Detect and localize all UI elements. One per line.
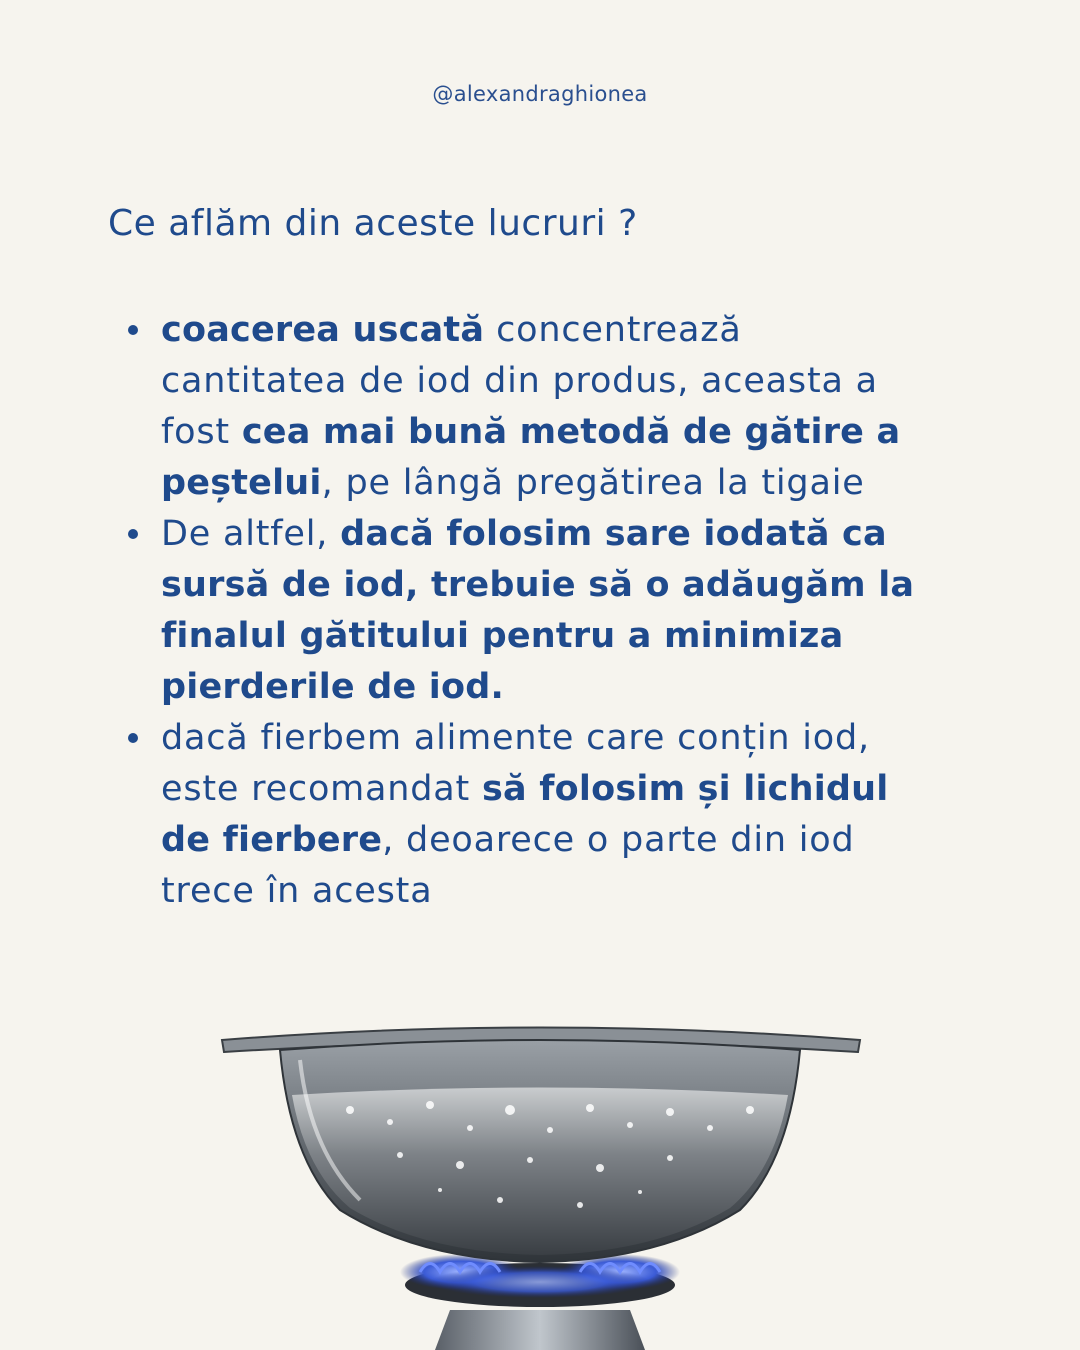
bullet-3-text-2: , deoarece o parte din iod trece în acesta xyxy=(161,820,855,911)
author-handle: @alexandraghionea xyxy=(432,82,648,106)
bullet-2-bold-1: dacă folosim sare iodată ca sursă de iod, trebuie să o adăugăm la finalul gătitului pentru a minimiza pierderile de iod. xyxy=(161,514,915,707)
bullet-1-text-2: , pe lângă pregătirea la tigaie xyxy=(321,463,865,503)
bullet-dot-icon xyxy=(128,733,138,743)
bullet-item xyxy=(120,305,920,509)
bullet-3-bold-1: să folosim și lichidul de fierbere xyxy=(161,769,889,860)
bullet-3-text-1: dacă fierbem alimente care conțin iod, este recomandat xyxy=(161,718,870,809)
bullet-dot-icon xyxy=(128,529,138,539)
page-heading: Ce aflăm din aceste lucruri ? xyxy=(108,203,638,244)
bullet-1-text-1: concentrează cantitatea de iod din produs, aceasta a fost xyxy=(161,310,878,452)
bullet-1-bold-1: coacerea uscată xyxy=(161,310,485,350)
bullet-2-text-1: De altfel, xyxy=(161,514,341,554)
boiling-pot-icon xyxy=(200,1010,880,1350)
bullet-item xyxy=(120,713,920,917)
bullet-1-bold-2: cea mai bună metodă de gătire a peștelui xyxy=(161,412,901,503)
bullet-item xyxy=(120,509,920,713)
bullet-dot-icon xyxy=(128,325,138,335)
glass-pot xyxy=(222,1028,860,1263)
bullet-list xyxy=(120,305,920,917)
gas-burner xyxy=(400,1254,680,1350)
